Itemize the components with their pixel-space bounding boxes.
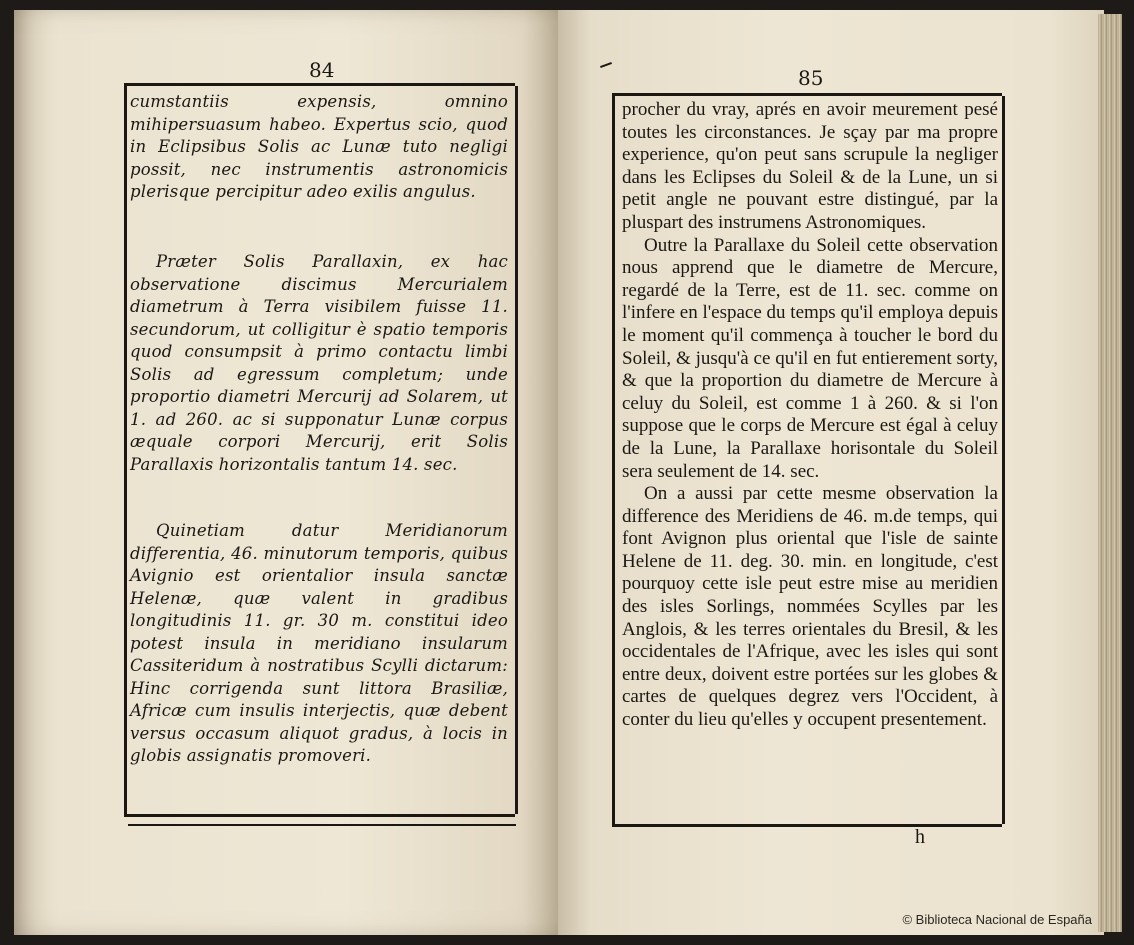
left-bottom-rule-2	[128, 824, 516, 826]
left-paragraph-3: Quinetiam datur Meridianorum differentia, 46. minutorum temporis, quibus Avignio est orientalior insula sanctæ Helenæ, quæ valent in gradibus longitudinis 11. gr. 30 m. constitui ideo potest insula in meridiano insularum Cassiteridum à nostratibus Scylli dictarum: Hinc corrigenda sunt littora Brasiliæ, Africæ cum insulis interjectis, quæ debent versus occasum aliquot gradus, à locis in globis assignatis promoveri.	[130, 521, 508, 765]
left-page-number: 84	[309, 58, 335, 82]
left-paragraph-2: Præter Solis Parallaxin, ex hac observatione discimus Mercurialem diametrum à Terra visibilem fuisse 11. secundorum, ut colligitur è spatio temporis quod consumpsit à primo contactu limbi Solis ad egressum completum; unde proportio diametri Mercurij ad Solarem, ut 1. ad 260. ac si supponatur Lunæ corpus æquale corpori Mercurij, erit Solis Parallaxis horizontalis tantum 14. sec.	[130, 252, 508, 474]
right-page-number: 85	[798, 66, 824, 90]
right-paragraph-2: Outre la Parallaxe du Soleil cette observation nous apprend que le diametre de Mercure, regardé de la Terre, est de 11. sec. comme on l'infere en l'espace du temps qu'il employa depuis le moment qu'il commença à toucher le bord du Soleil, & jusqu'à ce qu'il en fut entierement sorty, & que la proportion du diametre de Mercure à celuy du Soleil, est comme 1 à 260. & si l'on suppose que le corps de Mercure est égal à celuy de la Lune, la Parallaxe horisontale du Soleil sera seulement de 14. sec.	[622, 234, 998, 482]
page-edges	[1098, 14, 1122, 932]
left-paragraph-1: cumstantiis expensis, omnino mihipersuasum habeo. Expertus scio, quod in Eclipsibus Solis ac Lunæ tuto negligi possit, nec instrumentis astronomicis plerisque percipitur adeo exilis angulus.	[130, 92, 508, 201]
right-paragraph-3: On a aussi par cette mesme observation la difference des Meridiens de 46. m.de temps, qui font Avignon plus oriental que l'isle de sainte Helene de 11. deg. 30. min. en longitude, c'est pourquoy cette isle peut estre mise au meridien des isles Sorlings, nommées Scylles par les Anglois, & les terres orientales du Bresil, & les occidentales de l'Afrique, avec les isles qui sont entre deux, doivent estre portées sur les globes & cartes de quelques degrez vers l'Occident, à conter du lieu qu'elles y occupent presentement.	[622, 483, 998, 731]
copyright-watermark: © Biblioteca Nacional de España	[902, 912, 1092, 927]
right-bottom-rule	[612, 824, 1002, 827]
right-text-block	[622, 99, 998, 732]
right-paragraph-1: procher du vray, aprés en avoir meurement pesé toutes les circonstances. Je sçay par ma propre experience, qu'on peut sans scrupule la negliger dans les Eclipses du Soleil & de la Lune, un si petit angle ne pouvant estre distingué, par la pluspart des instrumens Astronomiques.	[622, 99, 998, 233]
left-bottom-rule	[124, 814, 515, 817]
signature-mark: h	[915, 826, 925, 848]
